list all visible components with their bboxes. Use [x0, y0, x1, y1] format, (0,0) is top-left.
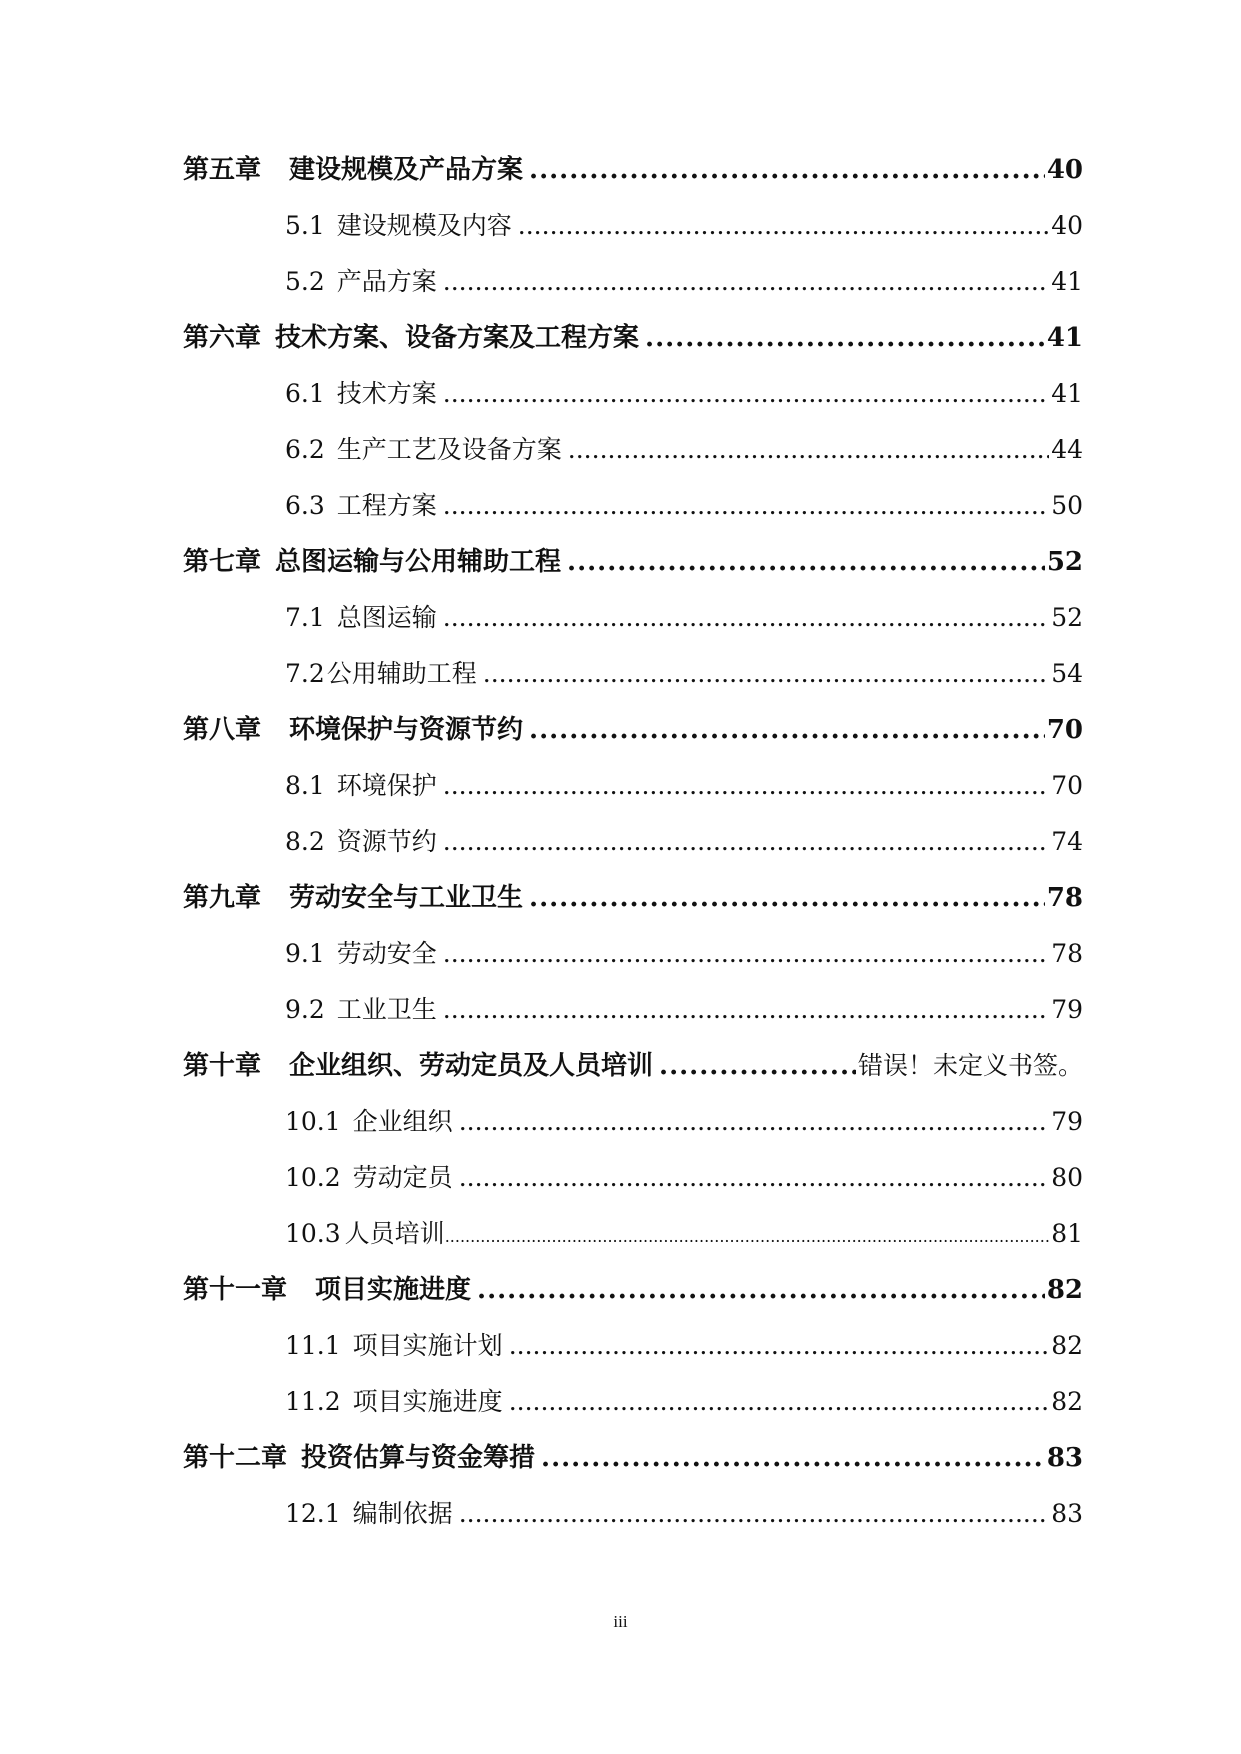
section-title: 公用辅助工程 — [326, 659, 477, 688]
dot-leader — [443, 486, 1049, 526]
dot-leader — [483, 654, 1049, 694]
toc-chapter-5[interactable] — [183, 150, 1083, 190]
dot-leader — [443, 766, 1049, 806]
section-number: 8.2 — [285, 827, 325, 856]
section-title: 产品方案 — [336, 267, 437, 296]
toc-section-11-1[interactable] — [285, 1326, 1083, 1366]
page-number: 81 — [1051, 1219, 1083, 1248]
section-number: 6.3 — [285, 491, 325, 520]
chapter-number: 第五章 — [183, 155, 262, 185]
chapter-number: 第九章 — [183, 883, 262, 913]
toc-section-7-1[interactable] — [285, 598, 1083, 638]
page-number: 52 — [1046, 547, 1083, 577]
section-title: 资源节约 — [336, 827, 437, 856]
page-number: 83 — [1046, 1443, 1083, 1473]
toc-section-8-1[interactable] — [285, 766, 1083, 806]
dot-leader — [443, 374, 1049, 414]
toc-section-10-3[interactable] — [285, 1214, 1083, 1254]
page-number: 79 — [1051, 1107, 1083, 1136]
chapter-title: 技术方案、设备方案及工程方案 — [275, 323, 640, 353]
chapter-number: 第十章 — [183, 1051, 262, 1081]
section-number: 12.1 — [285, 1499, 341, 1528]
section-title: 环境保护 — [336, 771, 437, 800]
section-title: 企业组织 — [352, 1107, 453, 1136]
toc-section-6-2[interactable] — [285, 430, 1083, 470]
toc-section-6-1[interactable] — [285, 374, 1083, 414]
section-number: 11.1 — [285, 1331, 341, 1360]
section-number: 6.1 — [285, 379, 325, 408]
dot-leader — [443, 990, 1049, 1030]
toc-section-10-2[interactable] — [285, 1158, 1083, 1198]
toc-section-7-2[interactable] — [285, 654, 1083, 694]
dot-leader — [443, 822, 1049, 862]
chapter-title: 项目实施进度 — [315, 1275, 472, 1305]
page-number: 40 — [1051, 211, 1083, 240]
chapter-title: 建设规模及产品方案 — [289, 155, 524, 185]
section-title: 工程方案 — [336, 491, 437, 520]
toc-chapter-7[interactable] — [183, 542, 1083, 582]
page-number: 82 — [1051, 1387, 1083, 1416]
toc-section-12-1[interactable] — [285, 1494, 1083, 1534]
chapter-number: 第十二章 — [183, 1443, 288, 1473]
dot-leader — [509, 1326, 1050, 1366]
dot-leader — [445, 1217, 1050, 1257]
chapter-title: 环境保护与资源节约 — [289, 715, 524, 745]
bookmark-error-text: 错误！未定义书签。 — [857, 1051, 1083, 1080]
page-number: 50 — [1051, 491, 1083, 520]
toc-chapter-9[interactable] — [183, 878, 1083, 918]
toc-section-6-3[interactable] — [285, 486, 1083, 526]
dot-leader — [659, 1046, 856, 1086]
chapter-title: 企业组织、劳动定员及人员培训 — [289, 1051, 654, 1081]
dot-leader — [518, 206, 1049, 246]
section-title: 技术方案 — [336, 379, 437, 408]
toc-chapter-10[interactable] — [183, 1046, 1083, 1086]
page-number: 83 — [1051, 1499, 1083, 1528]
section-title: 编制依据 — [352, 1499, 453, 1528]
page-number: 40 — [1046, 155, 1083, 185]
page-number: 80 — [1051, 1163, 1083, 1192]
section-number: 11.2 — [285, 1387, 341, 1416]
toc-chapter-11[interactable] — [183, 1270, 1083, 1310]
chapter-number: 第六章 — [183, 323, 262, 353]
toc-section-5-1[interactable] — [285, 206, 1083, 246]
section-title: 劳动安全 — [336, 939, 437, 968]
chapter-title: 投资估算与资金筹措 — [301, 1443, 536, 1473]
section-number: 10.2 — [285, 1163, 341, 1192]
dot-leader — [529, 878, 1045, 918]
toc-section-9-1[interactable] — [285, 934, 1083, 974]
dot-leader — [529, 710, 1045, 750]
dot-leader — [459, 1102, 1050, 1142]
section-title: 人员培训 — [344, 1219, 445, 1248]
toc-section-9-2[interactable] — [285, 990, 1083, 1030]
chapter-number: 第十一章 — [183, 1275, 288, 1305]
dot-leader — [568, 430, 1049, 470]
dot-leader — [459, 1158, 1050, 1198]
page-number: 82 — [1051, 1331, 1083, 1360]
page-number: 41 — [1046, 323, 1083, 353]
page-number: 82 — [1046, 1275, 1083, 1305]
page-number: 70 — [1051, 771, 1083, 800]
chapter-number: 第八章 — [183, 715, 262, 745]
page-number: 41 — [1051, 379, 1083, 408]
toc-section-5-2[interactable] — [285, 262, 1083, 302]
section-number: 5.1 — [285, 211, 325, 240]
section-number: 7.2 — [285, 659, 325, 688]
toc-section-10-1[interactable] — [285, 1102, 1083, 1142]
section-title: 建设规模及内容 — [336, 211, 512, 240]
page-number: 78 — [1051, 939, 1083, 968]
page-number: 41 — [1051, 267, 1083, 296]
section-number: 10.3 — [285, 1219, 341, 1248]
section-number: 9.1 — [285, 939, 325, 968]
dot-leader — [477, 1270, 1045, 1310]
page-number: 78 — [1046, 883, 1083, 913]
page-number: 70 — [1046, 715, 1083, 745]
dot-leader — [443, 934, 1049, 974]
section-number: 5.2 — [285, 267, 325, 296]
section-title: 项目实施计划 — [352, 1331, 503, 1360]
page-number: 79 — [1051, 995, 1083, 1024]
section-number: 8.1 — [285, 771, 325, 800]
chapter-number: 第七章 — [183, 547, 262, 577]
toc-chapter-8[interactable] — [183, 710, 1083, 750]
page-number: 52 — [1051, 603, 1083, 632]
toc-chapter-6[interactable] — [183, 318, 1083, 358]
dot-leader — [509, 1382, 1050, 1422]
dot-leader — [459, 1494, 1050, 1534]
dot-leader — [529, 150, 1045, 190]
section-number: 6.2 — [285, 435, 325, 464]
section-title: 生产工艺及设备方案 — [336, 435, 562, 464]
section-number: 9.2 — [285, 995, 325, 1024]
page-number: 44 — [1051, 435, 1083, 464]
section-title: 项目实施进度 — [352, 1387, 503, 1416]
section-title: 工业卫生 — [336, 995, 437, 1024]
section-number: 7.1 — [285, 603, 325, 632]
section-title: 总图运输 — [336, 603, 437, 632]
toc-section-8-2[interactable] — [285, 822, 1083, 862]
dot-leader — [645, 318, 1045, 358]
toc-section-11-2[interactable] — [285, 1382, 1083, 1422]
dot-leader — [541, 1438, 1045, 1478]
dot-leader — [443, 598, 1049, 638]
chapter-title: 总图运输与公用辅助工程 — [275, 547, 562, 577]
dot-leader — [443, 262, 1049, 302]
page-footer-number: iii — [613, 1612, 628, 1631]
toc-chapter-12[interactable] — [183, 1438, 1083, 1478]
dot-leader — [567, 542, 1045, 582]
page-number: 74 — [1051, 827, 1083, 856]
section-number: 10.1 — [285, 1107, 341, 1136]
chapter-title: 劳动安全与工业卫生 — [289, 883, 524, 913]
page-number: 54 — [1051, 659, 1083, 688]
section-title: 劳动定员 — [352, 1163, 453, 1192]
